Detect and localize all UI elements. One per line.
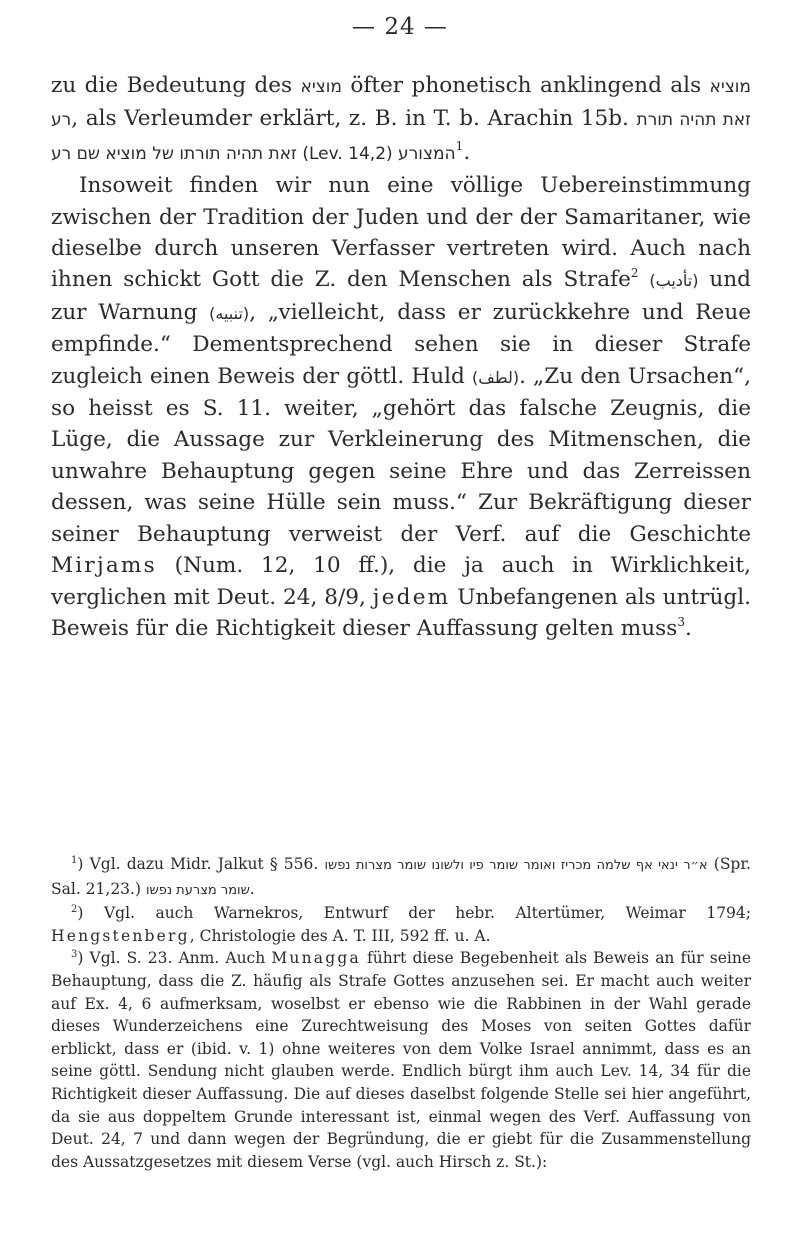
- hebrew-quote: א״ר ינאי אף שלמה מכריז ואומר שומר פיו ולשונו שומר מצרות נפשו: [324, 858, 708, 873]
- footnote-ref-3: 3: [677, 614, 685, 629]
- p2-text-d: . „Zu den Ursachen“, so heisst es S. 11. weiter, „gehört das falsche Zeugnis, die Lüge, die Aussage zur Verkleinerung des Mitmenschen, die unwahre Behauptung gegen seine Ehre und das Zerreissen dessen, was seine Hülle sein muss.“ Zur Bekräftigung dieser seiner Behauptung verweist der Verf. auf die Geschichte: [51, 363, 751, 547]
- footnote-number: 3: [71, 949, 78, 961]
- arabic-term: (تأديب): [649, 271, 699, 291]
- paragraph-2: [51, 170, 751, 644]
- footnote-number: 1: [71, 855, 78, 866]
- p1-text-c: , als Verleumder erklärt, z. B. in T. b. Arachin 15b.: [71, 106, 629, 132]
- hebrew-term: מוציא: [300, 77, 342, 97]
- name-mirjam: Mirjams: [51, 553, 157, 579]
- emphasis-jedem: jedem: [372, 584, 451, 610]
- fn3-text-b: führt diese Begebenheit als Beweis an für seine Behauptung, dass die Z. häufig als Strafe Gottes anzusehen sei. Er macht auch weiter auf Ex. 4, 6 aufmerksam, woselbst er ebenso wie die Rabbinen in der Wahl gerade dieses Wunderzeichens eine Zurechtweisung des Moses von seiten Gottes dafür erblickt, dass er (ibid. v. 1) ohne weiteres von dem Volke Israel annimmt, dass es an seine göttl. Sendung nicht glauben werde. Endlich bürgt ihm auch Lev. 14, 34 für die Richtigkeit dieser Auffassung. Die auf dieses daselbst folgende Stelle sei hier angeführt, da sie aus doppeltem Grunde interessant ist, einmal wegen des Verf. Auffassung von Deut. 24, 7 und dann wegen der Begründung, die er giebt für die Zusammenstellung des Aussatzgesetzes mit diesem Verse (vgl. auch Hirsch z. St.):: [51, 949, 751, 1171]
- p1-text-a: zu die Bedeutung des: [51, 73, 293, 98]
- fn1-text-c: .: [249, 879, 255, 898]
- p1-text-d: .: [463, 139, 471, 165]
- author-name: Hengstenberg: [51, 926, 190, 945]
- p2-text-b: und zur Warnung: [51, 267, 751, 325]
- fn1-text-b: (Spr. Sal. 21,23.): [51, 855, 751, 898]
- main-text: [51, 70, 751, 644]
- hebrew-term: מוציא רע: [51, 77, 751, 131]
- fn3-text-a: Vgl. S. 23. Anm. Auch: [89, 949, 266, 968]
- hebrew-quote: זאת תהיה תורת המצורע (Lev. 14,2) זאת תהיה תורתו של מוציא שם רע: [51, 110, 751, 164]
- p1-text-b: öfter phonetisch anklingend als: [350, 73, 702, 98]
- fn2-text-a: Vgl. auch Warnekros, Entwurf der hebr. Altertümer, Weimar 1794;: [103, 904, 751, 923]
- hebrew-quote: שומר מצרעת נפשו: [145, 882, 250, 898]
- fn2-text-b: , Christologie des A. T. III, 592 ff. u. A.: [189, 926, 491, 945]
- p2-text-a: Insoweit finden wir nun eine völlige Uebereinstimmung zwischen der Tradition der Juden und der der Samaritaner, wie dieselbe durch unseren Verfasser vertreten wird. Auch nach ihnen schickt Gott die Z. den Menschen als Strafe: [51, 173, 751, 293]
- footnote-ref-1: 1: [455, 138, 464, 153]
- footnote-ref-2: 2: [630, 266, 639, 281]
- author-name: Munagga: [271, 949, 361, 968]
- p2-text-e: (Num. 12, 10 ff.), die ja auch in Wirklichkeit, verglichen mit Deut. 24, 8/9,: [51, 553, 751, 610]
- arabic-term: (تنبيه): [209, 303, 250, 323]
- footnote-3: $^3$) Vgl. S. 23. Anm. Auch Munagga führt diese Begebenheit als Beweis an für seine Behauptung, dass die Z. häufig als Strafe Gottes anzusehen sei. Er macht auch weiter auf Ex. 4, 6 aufmerksam, woselbst er ebenso wie die Rabbinen in der Wahl gerade dieses Wunderzeichens eine Zurechtweisung des Moses von seiten Gottes dafür erblickt, dass er (ibid. v. 1) ohne weiteres von dem Volke Israel annimmt, dass es an seine göttl. Sendung nicht glauben werde. Endlich bürgt ihm auch Lev. 14, 34 für die Richtigkeit dieser Auffassung. Die auf dieses daselbst folgende Stelle sei hier angeführt, da sie aus doppeltem Grunde interessant ist, einmal wegen des Verf. Auffassung von Deut. 24, 7 und dann wegen der Begründung, die er giebt für die Zusammenstellung des Aussatzgesetzes mit diesem Verse (vgl. auch Hirsch z. St.):: [51, 949, 751, 1171]
- p2-text-g: .: [684, 615, 692, 641]
- footnote-2: $^2$) Vgl. auch Warnekros, Entwurf der hebr. Altertümer, Weimar 1794; Hengstenberg, Christologie des A. T. III, 592 ff. u. A.: [51, 904, 751, 945]
- footnotes: [51, 853, 751, 1173]
- footnote-1: $^1$) Vgl. dazu Midr. Jalkut § 556. א״ר ינאי אף שלמה מכריז ואומר שומר פיו ולשונו שומר מצרות נפשו (Spr. Sal. 21,23.) שומר מצרעת נפשו.: [51, 855, 751, 898]
- footnote-number: 2: [71, 904, 78, 916]
- arabic-term: (لطف): [472, 367, 520, 387]
- page-number: — 24 —: [352, 14, 448, 40]
- p2-text-c: , „vielleicht, dass er zurückkehre und Reue empfinde.“ Dementsprechend sehen sie in dieser Strafe zugleich einen Beweis der göttl. Huld: [51, 299, 752, 389]
- paragraph-1: [51, 70, 751, 170]
- fn1-text-a: Vgl. dazu Midr. Jalkut § 556.: [89, 855, 319, 873]
- p2-text-f: Unbefangenen als untrügl. Beweis für die Richtigkeit dieser Auffassung gelten muss: [51, 584, 751, 641]
